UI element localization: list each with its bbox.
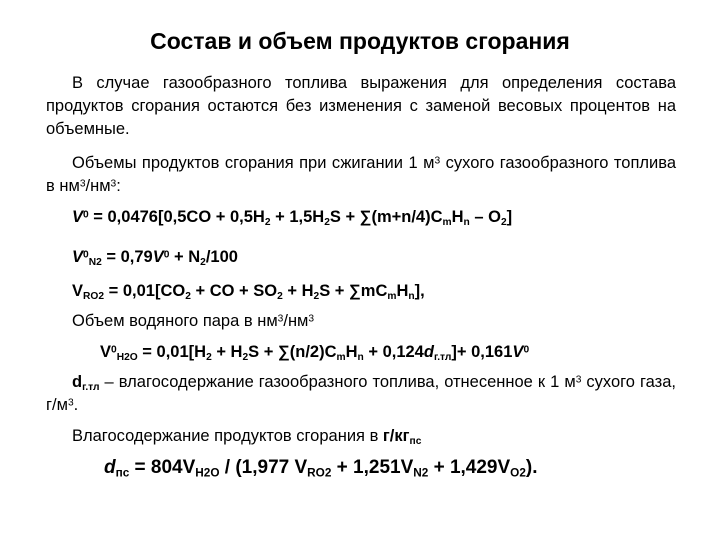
moisture-label: Влагосодержание продуктов сгорания в $г/кг_{пс}$	[72, 427, 422, 448]
formula-vh2o: $V^0_{H2O} = 0,01[H_2 + H_2S + \sum(n/2)C_mH_n + 0,124d_{г.тл}]+ 0,161V^0$	[100, 343, 530, 364]
volumes-paragraph: Объемы продуктов сгорания при сжигании 1 $м^3$ сухого газообразного топлива в $нм^3/нм^3$:	[46, 154, 676, 195]
water-vapor-label: Объем водяного пара в $нм^3/нм^3$	[72, 312, 315, 330]
dgtl-definition: $d_{г.тл}$ – влагосодержание газообразного топлива, отнесенное к 1 $м^3$ сухого газа, $г/м^3$.	[46, 373, 676, 414]
formula-vn2: $V^0_{N2} = 0,79V^0 + N_2/100$	[72, 248, 238, 269]
formula-dps: $d_{пс} = 804V_{H2O} / (1,977$ $V_{RO2} + 1,251V_{N2} + 1,429V_{O2}$).	[104, 457, 538, 480]
slide-title: Состав и объем продуктов сгорания	[150, 28, 570, 54]
intro-paragraph: В случае газообразного топлива выражения для определения состава продуктов сгорания остаются без изменения с заменой весовых процентов на объемные.	[46, 74, 676, 138]
formula-vro2: $V_{RO2} = 0,01[CO_2$ + CO + $SO_2 + H_2S + \sum mC_mH_n$],	[72, 282, 425, 303]
formula-v0: $V^0 = 0,0476[0,5CO + 0,5H_2 + 1,5H_2S + \sum(m+n/4)C_mH_n - O_2]$	[72, 208, 513, 229]
